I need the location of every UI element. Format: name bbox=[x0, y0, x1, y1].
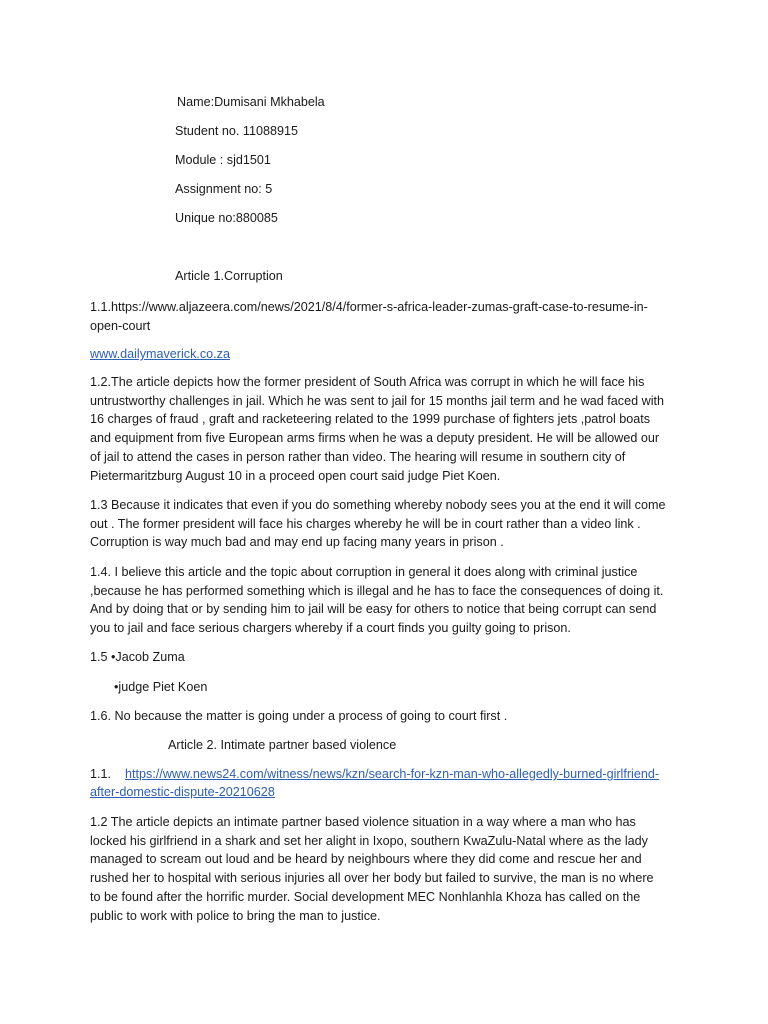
article1-item-1-5: 1.5 •Jacob Zuma bbox=[90, 650, 185, 664]
news24-link[interactable]: https://www.news24.com/witness/news/kzn/search-for-kzn-man-who-allegedly-burned-girlfriend- bbox=[125, 767, 660, 781]
paragraph-line: ,because he has performed something which is illegal and he has to face the consequences of doing it. bbox=[90, 583, 664, 598]
article1-paragraph-1-2 bbox=[90, 373, 685, 485]
paragraph-line: out . The former president will face his charges whereby he will be in court rather than a video link . bbox=[90, 516, 641, 531]
module-code: Module : sjd1501 bbox=[175, 153, 271, 167]
paragraph-line: 1.2 The article depicts an intimate partner based violence situation in a way where a man who has bbox=[90, 815, 636, 829]
student-number: Student no. 11088915 bbox=[175, 124, 299, 138]
article1-item-1-6: 1.6. No because the matter is going under a process of going to court first . bbox=[90, 709, 508, 723]
paragraph-line: rushed her to hospital with serious injuries all over her body but failed to survive, the man is no where bbox=[90, 871, 654, 886]
paragraph-line: of jail to attend the cases in person rather than video. The hearing will resume in southern city of bbox=[90, 449, 626, 464]
article2-title: Article 2. Intimate partner based violence bbox=[168, 738, 397, 752]
paragraph-line: and equipment from five European arms firms when he was a deputy president. He will be allowed our bbox=[90, 431, 660, 446]
unique-number: Unique no:880085 bbox=[175, 211, 278, 225]
paragraph-line: untrustworthy challenges in jail. Which he was sent to jail for 15 months jail term and he wad faced with bbox=[90, 393, 664, 408]
news24-link-line2[interactable]: after-domestic-dispute-20210628 bbox=[90, 785, 275, 799]
article1-paragraph-1-4 bbox=[90, 563, 685, 638]
paragraph-line: you to jail and face serious chargers whereby if a court finds you guilty going to prison. bbox=[90, 621, 571, 636]
paragraph-line: And by doing that or by sending him to jail will be easy for others to notice that being corrupt can send bbox=[90, 602, 657, 617]
paragraph-line: managed to scream out loud and be heard by neighbours where they did come and rescue her and bbox=[90, 852, 642, 867]
paragraph-line: 1.4. I believe this article and the topic about corruption in general it does along with criminal justice bbox=[90, 565, 638, 579]
dailymaverick-link[interactable]: www.dailymaverick.co.za bbox=[90, 347, 230, 361]
article1-title: Article 1.Corruption bbox=[175, 269, 283, 283]
paragraph-line: locked his girlfriend in a shark and set her alight in Ixopo, southern KwaZulu-Natal where as the lady bbox=[90, 833, 648, 848]
article1-url-line2: open-court bbox=[90, 319, 151, 333]
paragraph-line: to be found after the horrific murder. Social development MEC Nonhlanhla Khoza has called on the bbox=[90, 889, 641, 904]
article2-url-line1 bbox=[90, 765, 659, 784]
article1-paragraph-1-3 bbox=[90, 496, 685, 552]
paragraph-line: Corruption is way much bad and may end up facing many years in prison . bbox=[90, 535, 504, 550]
paragraph-line: 1.3 Because it indicates that even if you do something whereby nobody sees you at the end it will come bbox=[90, 498, 666, 512]
article1-url-line1: 1.1.https://www.aljazeera.com/news/2021/8/4/former-s-africa-leader-zumas-graft-case-to-resume-in- bbox=[90, 300, 648, 314]
article2-url-prefix: 1.1. bbox=[90, 767, 112, 781]
student-name: Name:Dumisani Mkhabela bbox=[177, 95, 325, 109]
paragraph-line: public to work with police to bring the man to justice. bbox=[90, 908, 381, 923]
paragraph-line: 1.2.The article depicts how the former president of South Africa was corrupt in which he will face his bbox=[90, 375, 645, 389]
article1-item-1-5-judge: •judge Piet Koen bbox=[114, 680, 208, 694]
assignment-number: Assignment no: 5 bbox=[175, 182, 273, 196]
paragraph-line: 16 charges of fraud , graft and racketeering related to the 1999 purchase of fighters jets ,patrol boats bbox=[90, 412, 651, 427]
article2-paragraph-1-2 bbox=[90, 813, 685, 925]
paragraph-line: Pietermaritzburg August 10 in a proceed open court said judge Piet Koen. bbox=[90, 468, 501, 483]
